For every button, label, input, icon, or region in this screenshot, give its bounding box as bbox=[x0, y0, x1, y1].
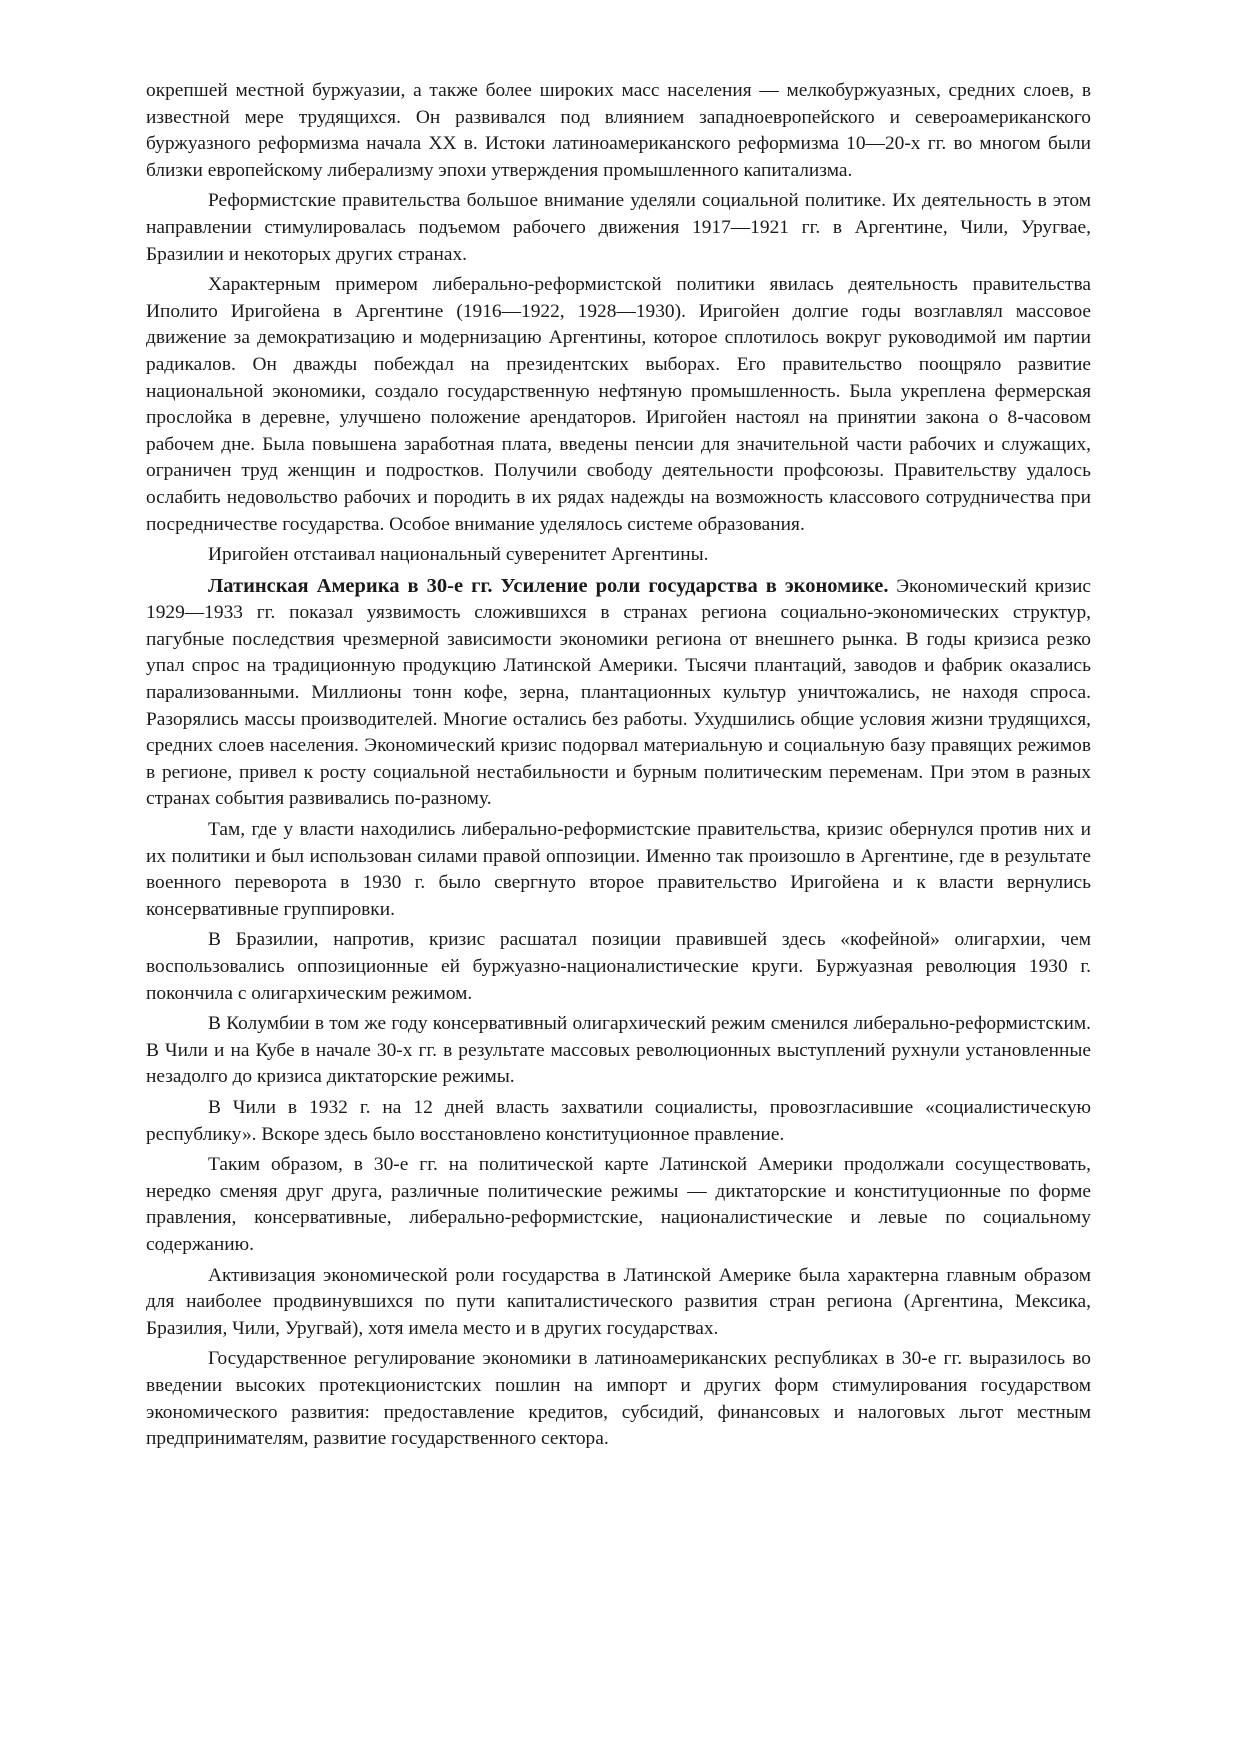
paragraph-5-body: Экономический кризис 1929—1933 гг. показал уязвимость сложившихся в странах региона социально-экономических структур, пагубные последствия чрезмерной зависимости экономики региона от внешнего рынка. В годы кризиса резко упал спрос на традиционную продукцию Латинской Америки. Тысячи плантаций, заводов и фабрик оказались парализованными. Миллионы тонн кофе, зерна, плантационных культур уничтожались, не находя спроса. Разорялись массы производителей. Многие остались без работы. Ухудшились общие условия жизни трудящихся, средних слоев населения. Экономический кризис подорвал материальную и социальную базу правящих режимов в регионе, привел к росту социальной нестабильности и бурным политическим переменам. При этом в разных странах события развивались по-разному. bbox=[146, 575, 1091, 810]
paragraph-6: Там, где у власти находились либерально-реформистские правительства, кризис обернулся против них и их политики и был использован силами правой оппозиции. Именно так произошло в Аргентине, где в результате военного переворота в 1930 г. было свергнуто второе правительство Иригойена и к власти вернулись консервативные группировки. bbox=[146, 819, 1091, 920]
paragraph-2: Реформистские правительства большое внимание уделяли социальной политике. Их деятельность в этом направлении стимулировалась подъемом рабочего движения 1917—1921 гг. в Аргентине, Чили, Уругвае, Бразилии и некоторых других странах. bbox=[146, 190, 1091, 265]
paragraph-7: В Бразилии, напротив, кризис расшатал позиции правившей здесь «кофейной» олигархии, чем воспользовались оппозиционные ей буржуазно-националистические круги. Буржуазная революция 1930 г. покончила с олигархическим режимом. bbox=[146, 929, 1091, 1004]
paragraph-1: окрепшей местной буржуазии, а также более широких масс населения — мелкобуржуазных, средних слоев, в известной мере трудящихся. Он развивался под влиянием западноевропейского и североамериканского буржуазного реформизма начала XX в. Истоки латиноамериканского реформизма 10—20-х гг. во многом были близки европейскому либерализму эпохи утверждения промышленного капитализма. bbox=[146, 80, 1091, 181]
document-page bbox=[146, 78, 1091, 1457]
paragraph-5 bbox=[146, 573, 1091, 813]
paragraph-4: Иригойен отстаивал национальный суверенитет Аргентины. bbox=[208, 544, 709, 566]
section-heading: Латинская Америка в 30-е гг. Усиление роли государства в экономике. bbox=[208, 574, 889, 597]
paragraph-12: Государственное регулирование экономики в латиноамериканских республиках в 30-е гг. выразилось во введении высоких протекционистских пошлин на импорт и других форм стимулирования государством экономического развития: предоставление кредитов, субсидий, финансовых и налоговых льгот местным предпринимателям, развитие государственного сектора. bbox=[146, 1348, 1091, 1450]
paragraph-3: Характерным примером либерально-реформистской политики явилась деятельность правительства Иполито Иригойена в Аргентине (1916—1922, 1928—1930). Иригойен долгие годы возглавлял массовое движение за демократизацию и модернизацию Аргентины, которое сплотилось вокруг руководимой им партии радикалов. Он дважды побеждал на президентских выборах. Его правительство поощряло развитие национальной экономики, создало государственную нефтяную промышленность. Была укреплена фермерская прослойка в деревне, улучшено положение арендаторов. Иригойен настоял на принятии закона о 8-часовом рабочем дне. Была повышена заработная плата, введены пенсии для значительной части рабочих и служащих, ограничен труд женщин и подростков. Получили свободу деятельности профсоюзы. Правительству удалось ослабить недовольство рабочих и породить в их рядах надежды на возможность классового сотрудничества при посредничестве государства. Особое внимание уделялось системе образования. bbox=[146, 274, 1091, 535]
paragraph-10: Таким образом, в 30-е гг. на политической карте Латинской Америки продолжали сосуществовать, нередко сменяя друг друга, различные политические режимы — диктаторские и конституционные по форме правления, консервативные, либерально-реформистские, националистические и левые по социальному содержанию. bbox=[146, 1154, 1091, 1255]
paragraph-11: Активизация экономической роли государства в Латинской Америке была характерна главным образом для наиболее продвинувшихся по пути капиталистического развития стран региона (Аргентина, Мексика, Бразилия, Чили, Уругвай), хотя имела место и в других государствах. bbox=[146, 1264, 1091, 1339]
paragraph-8: В Колумбии в том же году консервативный олигархический режим сменился либерально-реформистским. В Чили и на Кубе в начале 30-х гг. в результате массовых революционных выступлений рухнули установленные незадолго до кризиса диктаторские режимы. bbox=[146, 1013, 1091, 1088]
paragraph-9: В Чили в 1932 г. на 12 дней власть захватили социалисты, провозгласившие «социалистическую республику». Вскоре здесь было восстановлено конституционное правление. bbox=[146, 1096, 1091, 1145]
